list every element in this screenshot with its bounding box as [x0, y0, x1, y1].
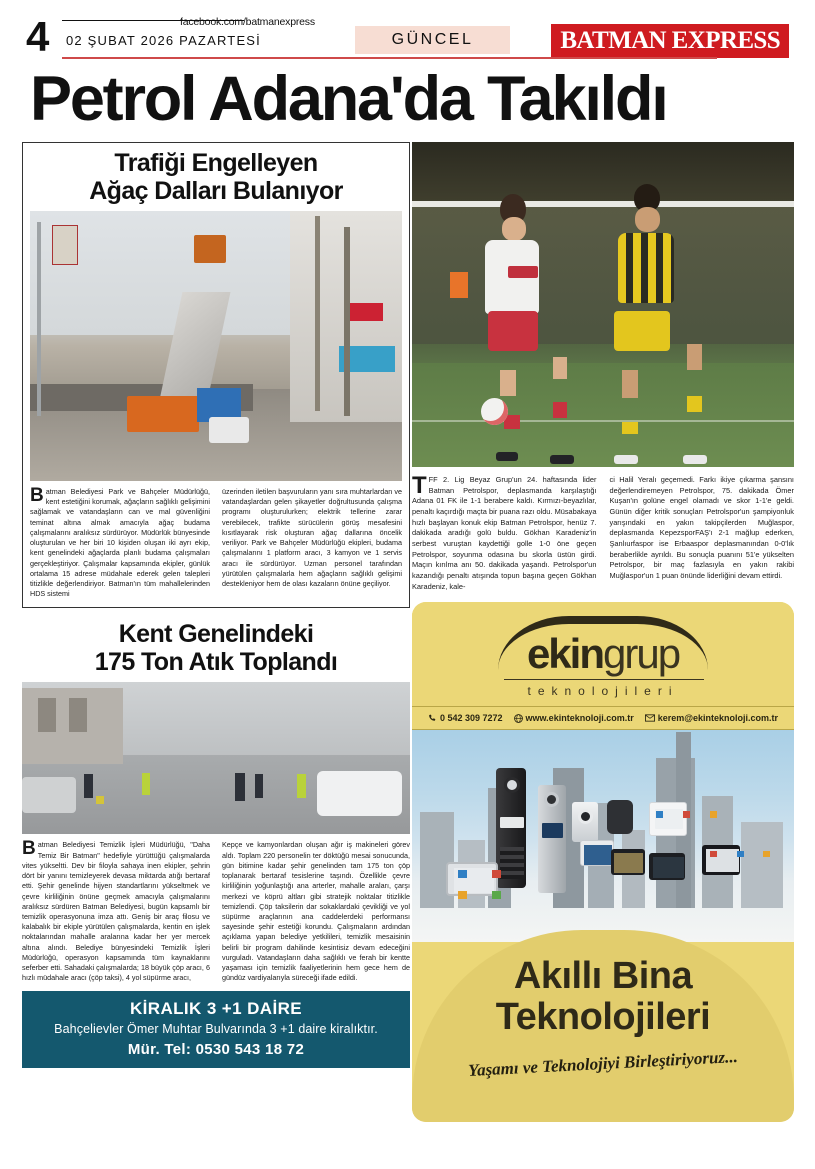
sport-article-body: [412, 472, 794, 592]
ekin-logo-subtitle: teknolojileri: [527, 684, 679, 699]
sport-body-col1: TFF 2. Lig Beyaz Grup'un 24. haftasında lider Batman Petrolspor, deplasmanda karşılaştığı Adana 01 FK ile 1-1 berabere kaldı. Kırmızı-beyazlılar, penaltı kaçırdığı maçta bir puana razı oldu. Müsabakaya hızlı başlayan konuk ekip Batman Petrolspor, henüz 7. dakikada aradığı golü buldu. Gökhan Karadeniz'in serbest vuruştan kaydettiği golle 1-0 öne geçen Petrolspor, soyunma odasına bu skorla üstün girdi. Maçın kırılma anı 50. dakikada yaşandı. Petrolspor'un kazandığı penaltı atışında topun başına geçen Gökhan Karadeniz, kale-: [412, 472, 597, 591]
ekin-email-item[interactable]: [645, 713, 778, 723]
rental-advertisement[interactable]: [22, 991, 410, 1068]
ekin-website-item[interactable]: [514, 713, 634, 723]
globe-icon: [514, 714, 523, 723]
ekin-logo-main: ekin: [526, 630, 603, 678]
page-number: 4: [26, 13, 49, 60]
article1-body-col2: üzerinden iletilen başvuruların yanı sıra muhtarlardan ve vatandaşlardan gelen şikayetler doğrultusunda çalışma programı oluşturulurken; elektrik tellerine zarar verebilecek, trafikte sürücülerin görüş mesafesini kısıtlayarak risk oluşturan ağaç dallarına öncelik veriliyor. Park ve Bahçeler Müdürlüğü ekipleri, budama çalışmalarını 1 platform aracı, 3 kamyon ve 1 servis aracı ile sürdürüyor. Uzman personel tarafından yürütülen çalışmalarla hem ağaçların sağlıklı gelişimi destekleniyor hem de olası kazaların önüne geçiliyor.: [222, 487, 402, 588]
rental-ad-title: KİRALIK 3 +1 DAİRE: [129, 999, 303, 1019]
article-tree-trimming: [22, 142, 410, 608]
ekin-ad-headline-line2: Teknolojileri: [495, 996, 711, 1039]
ekin-logo-underline: [504, 679, 704, 681]
sport-body-col2: ci Halil Yeralı geçemedi. Farkı ikiye çıkarma şansını değerlendiremeyen Petrolspor, 75. dakikada Ömer Kuşan'ın golüne engel olamadı ve skor 1-1'e geldi. Günün diğer kritik sonuçları Petrolspor'un şampiyonluk yarışındaki en yakın takipçilerden Muğlaspor, deplasmanda KepezsporFAŞ'ı 2-1 mağlup ederken, Şanlıurfaspor ise Erbaaspor deplasmanından 0-0'lık beraberlikle ayrıldı. Bu sonuçla puanını 51'e yükselten Petrolspor, bir maç fazlasıyla en yakın rakibi Muğlaspor'un 1 puan önünde liderliğini devam ettirdi.: [609, 475, 794, 580]
rental-ad-subtitle: Bahçelievler Ömer Muhtar Bulvarında 3 +1 daire kiralıktır.: [54, 1022, 378, 1037]
article-waste-collection: [22, 620, 410, 983]
ekin-email-text: kerem@ekinteknoloji.com.tr: [657, 713, 779, 724]
ekin-phone-item[interactable]: [428, 713, 503, 723]
article1-body: [30, 487, 402, 599]
rental-ad-phone[interactable]: Mür. Tel: 0530 543 18 72: [127, 1041, 305, 1059]
article2-body-col2: Kepçe ve kamyonlardan oluşan ağır iş makineleri görev aldı. Toplam 220 personelin ter döktüğü mesai sonucunda, gün bitimine kadar şehir genelinden tam 175 ton çöp toplanarak bertaraf tesislerine taşındı. Özellikle çevre kirliliğinin yoğunlaştığı ana arterler, mahalle araları, çarşı merkezi ve köprü altları gibi stratejik noktalar titizlikle temizlendi. Çöp taksilerin dar sokaklardaki çevikliği ve yol süpürme araçlarının ana caddelerdeki performansı sayesinde şehir estetiği korundu. Çalışmaların ardından açıklama yapan belediye yetkilileri, temizlik mesaisinin belirli bir program dahilinde kesintisiz devam edeceğini vurguladı. Vatandaşların daha sağlıklı ve ferah bir kentte yaşaması için temizlik faaliyetlerinin hem gece hem de gündüz vardiyalarıyla süreceği ifade edildi.: [222, 840, 410, 983]
ekin-contact-strip: [412, 706, 794, 730]
article2-headline-line2: 175 Ton Atık Toplandı: [94, 648, 338, 677]
left-column: [22, 142, 410, 1068]
article1-photo: [30, 211, 402, 481]
ekin-phone-text: 0 542 309 7272: [439, 713, 503, 724]
right-column: [412, 142, 794, 1122]
phone-icon: [428, 714, 437, 723]
header-divider: [62, 57, 717, 59]
publication-date: 02 ŞUBAT 2026 PAZARTESİ: [66, 33, 261, 48]
article2-body-col1: Batman Belediyesi Temizlik İşleri Müdürlüğü, "Daha Temiz Bir Batman" hedefiyle yürüttüğü çalışmalarda vites yükseltti. Dev bir filoyla sahaya inen ekipler, şehrin dört bir yanını temizleyerek devasa miktarda atığı bertaraf etti. Şehir genelinde hijyen standartlarını yükseltmek ve çevre kirliliğinin önüne geçmek amacıyla çalışmalarını aralıksız sürdüren Batman Belediyesi, bugün kapsamlı bir temizlik operasyonuna imza attı. Geniş bir araç filosu ve kalabalık bir ekiple yürütülen çalışmalarda, kentin en işlek noktalarından mahalle aralarına kadar her yer mercek altına alındı. Belediye bünyesindeki Temizlik İşleri Müdürlüğü, operasyon kapsamında tüm kaynaklarını seferber etti. Sahadaki çalışmalarda; 18 büyük çöp aracı, 6 hızlı müdahale aracı (çöp taksi), 4 yol süpürme aracı,: [22, 838, 210, 983]
article1-headline-line1: Trafiği Engelleyen: [114, 149, 318, 177]
section-tag-label: GÜNCEL: [391, 31, 474, 48]
masthead: [0, 0, 815, 72]
ekin-ad-headline-line1: Akıllı Bina: [513, 955, 693, 998]
envelope-icon: [645, 714, 655, 722]
ekin-grup-advertisement[interactable]: [412, 602, 794, 1122]
article2-body: [22, 840, 410, 983]
ekin-product-photo: [412, 730, 794, 942]
ekin-ad-banner: [412, 930, 794, 1122]
ekin-website-text: www.ekinteknoloji.com.tr: [525, 713, 634, 724]
brand-logo: [551, 24, 789, 58]
match-photo-overlay: [412, 142, 794, 467]
sport-match-photo: [412, 142, 794, 467]
ekin-logo-wordmark: [526, 630, 680, 678]
ekin-logo: [412, 602, 794, 706]
article2-photo: [22, 682, 410, 834]
brand-logo-text: BATMAN EXPRESS: [560, 27, 780, 54]
social-handle[interactable]: facebook.com/batmanexpress: [180, 16, 315, 28]
ekin-ad-slogan: Yaşamı ve Teknolojiyi Birleştiriyoruz...: [467, 1047, 739, 1081]
page-title: Petrol Adana'da Takıldı: [30, 64, 667, 134]
article2-headline-line1: Kent Genelindeki: [118, 620, 314, 649]
article1-body-col1: Batman Belediyesi Park ve Bahçeler Müdürlüğü, kent estetiğini korumak, ağaçların sağlıklı gelişimini sağlamak ve vatandaşların can ve mal güvenliğini teminat altına almak amacıyla ağaç budama çalışmalarını aralıksız sürdürüyor. Müdürlük bünyesinde oluşturulan ve her biri 10 kişiden oluşan iki ayrı ekip, kent genelindeki ağaçlarda planlı budama çalışmaları gerçekleştiriyor. Çalışmalar kapsamında ekipler, günlük ortalama 15 adrese müdahale ederek gelen talepleri titizlikle değerlendiriyor. Batman'ın tüm mahallelerinden HDS sistemi: [30, 485, 210, 599]
article1-headline-line2: Ağaç Dalları Bulanıyor: [89, 177, 343, 205]
section-tag: [355, 26, 510, 54]
ekin-logo-secondary: grup: [602, 630, 680, 678]
